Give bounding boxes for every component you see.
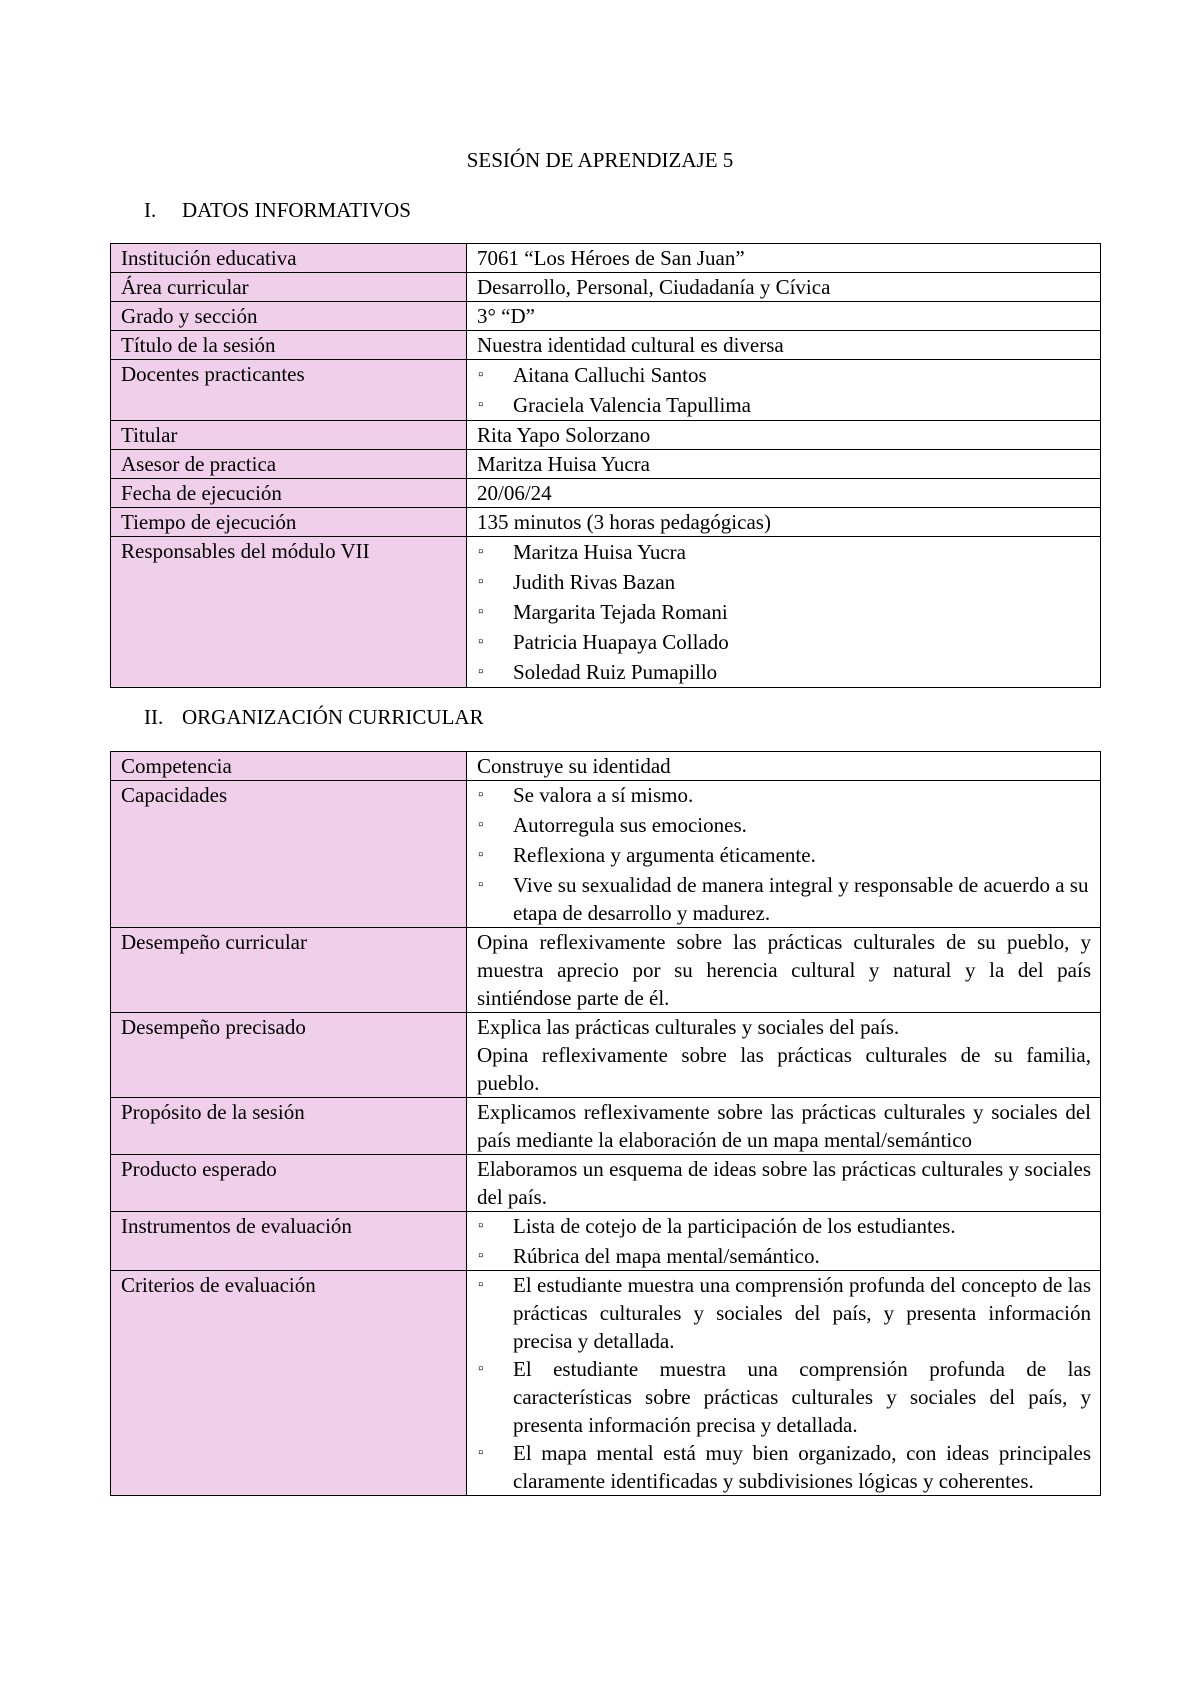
- table-row: [111, 273, 1101, 302]
- list-item: ▫ Aitana Calluchi Santos: [477, 360, 1091, 390]
- table-row: [111, 537, 1101, 688]
- row-value: [467, 360, 1101, 421]
- paragraph: Opina reflexivamente sobre las prácticas culturales de su familia, pueblo.: [477, 1043, 1091, 1095]
- row-value: 20/06/24: [467, 479, 1101, 508]
- table-row: [111, 421, 1101, 450]
- row-value: [467, 781, 1101, 928]
- row-label: Criterios de evaluación: [111, 1271, 467, 1496]
- list-item: ▫ Graciela Valencia Tapullima: [477, 390, 1091, 420]
- table-row: [111, 1212, 1101, 1271]
- table-row: [111, 1098, 1101, 1155]
- row-value: Nuestra identidad cultural es diversa: [467, 331, 1101, 360]
- list-item: ▫ Rúbrica del mapa mental/semántico.: [477, 1242, 1091, 1270]
- row-label: Título de la sesión: [111, 331, 467, 360]
- row-value: [467, 537, 1101, 688]
- datos-informativos-table: [110, 243, 1101, 688]
- bullet-list: [477, 1212, 1091, 1270]
- table-row: [111, 928, 1101, 1013]
- row-label: Tiempo de ejecución: [111, 508, 467, 537]
- row-label: Responsables del módulo VII: [111, 537, 467, 688]
- paragraph: Explica las prácticas culturales y sociales del país.: [477, 1015, 900, 1039]
- bullet-list: [477, 360, 1091, 420]
- table-row: [111, 752, 1101, 781]
- row-label: Propósito de la sesión: [111, 1098, 467, 1155]
- list-item: ▫ El mapa mental está muy bien organizado, con ideas principales claramente identificadas y subdivisiones lógicas y coherentes.: [477, 1439, 1091, 1495]
- row-label: Área curricular: [111, 273, 467, 302]
- table-row: [111, 1013, 1101, 1098]
- row-value: Rita Yapo Solorzano: [467, 421, 1101, 450]
- organizacion-curricular-table: [110, 751, 1101, 1496]
- table-row: [111, 331, 1101, 360]
- section-number: II.: [144, 705, 164, 729]
- row-label: Instrumentos de evaluación: [111, 1212, 467, 1271]
- row-value: Opina reflexivamente sobre las prácticas culturales de su pueblo, y muestra aprecio por su herencia cultural y natural y la del país sintiéndose parte de él.: [467, 928, 1101, 1013]
- row-label: Titular: [111, 421, 467, 450]
- section-title: ORGANIZACIÓN CURRICULAR: [182, 705, 484, 729]
- list-item: ▫ Patricia Huapaya Collado: [477, 627, 1091, 657]
- bullet-list: [477, 781, 1091, 927]
- row-value: Desarrollo, Personal, Ciudadanía y Cívica: [467, 273, 1101, 302]
- row-value: [467, 1271, 1101, 1496]
- list-item: ▫ Reflexiona y argumenta éticamente.: [477, 841, 1091, 869]
- list-item: ▫ Vive su sexualidad de manera integral y responsable de acuerdo a su etapa de desarrollo y madurez.: [477, 871, 1091, 927]
- row-label: Desempeño precisado: [111, 1013, 467, 1098]
- row-value: [467, 1212, 1101, 1271]
- bullet-list: [477, 1271, 1091, 1495]
- section-heading-organizacion-curricular: [144, 703, 484, 731]
- row-label: Fecha de ejecución: [111, 479, 467, 508]
- list-item: ▫ Lista de cotejo de la participación de los estudiantes.: [477, 1212, 1091, 1240]
- row-value: 3° “D”: [467, 302, 1101, 331]
- table-row: [111, 781, 1101, 928]
- list-item: ▫ Soledad Ruiz Pumapillo: [477, 657, 1091, 687]
- row-label: Asesor de practica: [111, 450, 467, 479]
- table-row: [111, 360, 1101, 421]
- row-value: [467, 1013, 1101, 1098]
- row-label: Docentes practicantes: [111, 360, 467, 421]
- row-value: Construye su identidad: [467, 752, 1101, 781]
- row-value: Elaboramos un esquema de ideas sobre las prácticas culturales y sociales del país.: [467, 1155, 1101, 1212]
- table-row: [111, 450, 1101, 479]
- bullet-list: [477, 537, 1091, 687]
- row-value: 7061 “Los Héroes de San Juan”: [467, 244, 1101, 273]
- row-label: Institución educativa: [111, 244, 467, 273]
- row-label: Desempeño curricular: [111, 928, 467, 1013]
- section-number: I.: [144, 198, 157, 222]
- section-title: DATOS INFORMATIVOS: [182, 198, 411, 222]
- list-item: ▫ Maritza Huisa Yucra: [477, 537, 1091, 567]
- list-item: ▫ Se valora a sí mismo.: [477, 781, 1091, 809]
- row-label: Competencia: [111, 752, 467, 781]
- row-label: Capacidades: [111, 781, 467, 928]
- row-value: 135 minutos (3 horas pedagógicas): [467, 508, 1101, 537]
- table-row: [111, 479, 1101, 508]
- section-heading-datos-informativos: [144, 196, 411, 224]
- table-row: [111, 508, 1101, 537]
- list-item: ▫ El estudiante muestra una comprensión profunda del concepto de las prácticas culturales y sociales del país, y presenta información precisa y detallada.: [477, 1271, 1091, 1355]
- table-row: [111, 244, 1101, 273]
- row-label: Producto esperado: [111, 1155, 467, 1212]
- row-value: Maritza Huisa Yucra: [467, 450, 1101, 479]
- row-value: Explicamos reflexivamente sobre las prácticas culturales y sociales del país mediante la elaboración de un mapa mental/semántico: [467, 1098, 1101, 1155]
- list-item: ▫ El estudiante muestra una comprensión profunda de las características sobre prácticas culturales y sociales del país, y presenta información precisa y detallada.: [477, 1355, 1091, 1439]
- row-label: Grado y sección: [111, 302, 467, 331]
- table-row: [111, 1155, 1101, 1212]
- table-row: [111, 1271, 1101, 1496]
- list-item: ▫ Margarita Tejada Romani: [477, 597, 1091, 627]
- page-title: SESIÓN DE APRENDIZAJE 5: [466, 148, 734, 172]
- list-item: ▫ Autorregula sus emociones.: [477, 811, 1091, 839]
- table-row: [111, 302, 1101, 331]
- list-item: ▫ Judith Rivas Bazan: [477, 567, 1091, 597]
